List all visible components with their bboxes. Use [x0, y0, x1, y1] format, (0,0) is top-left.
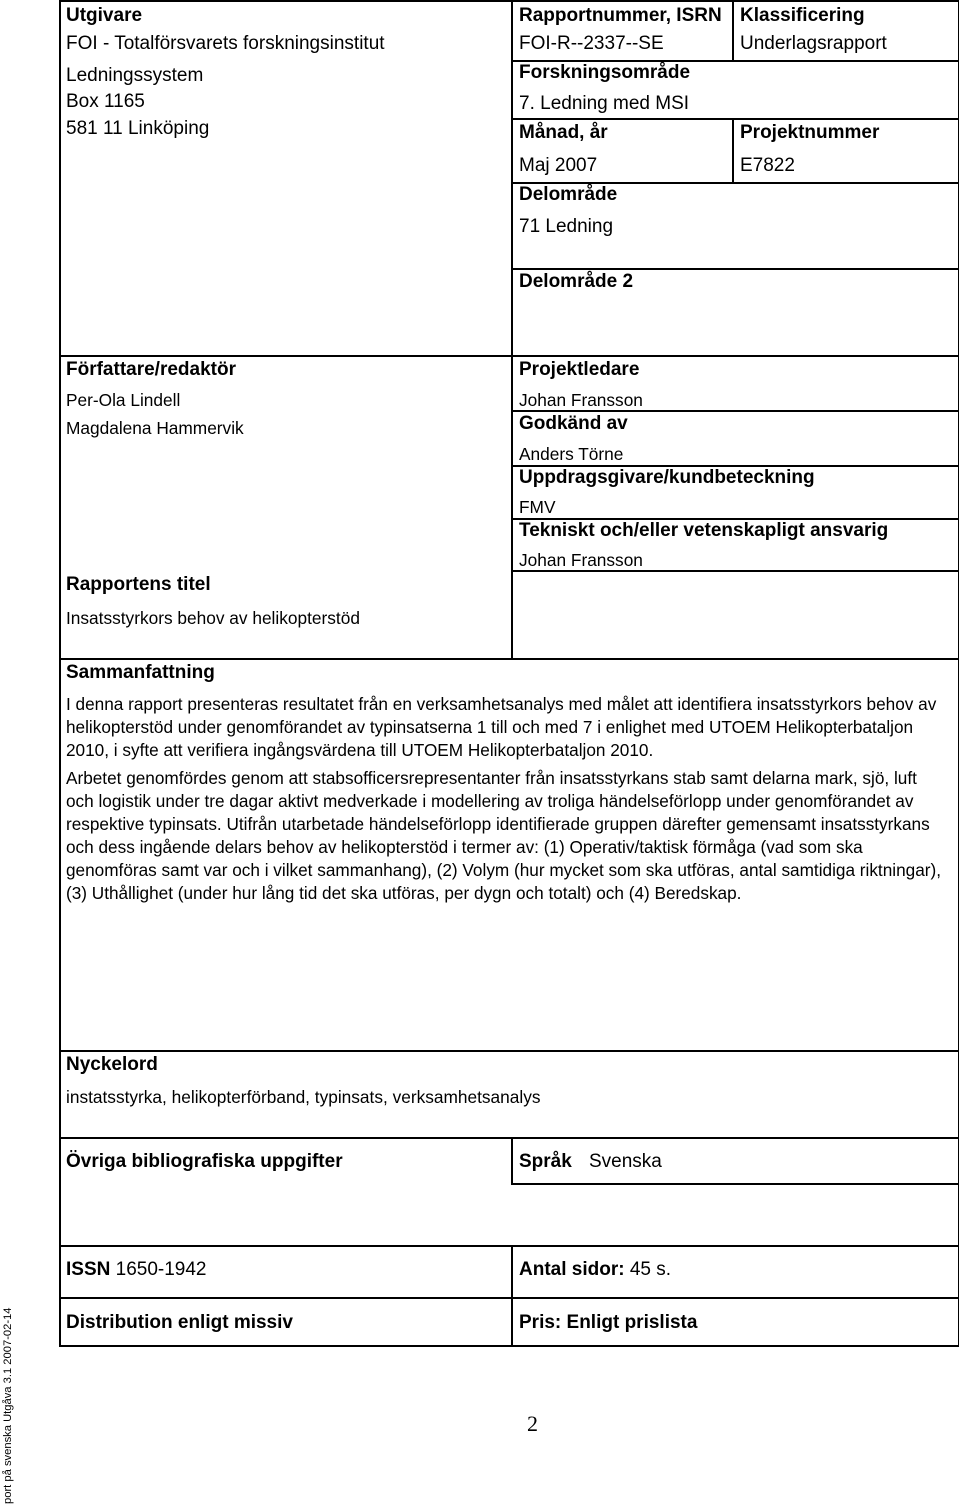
- report-number-value: FOI-R--2337--SE: [519, 33, 664, 54]
- summary-line: Arbetet genomfördes genom att stabsofficersrepresentanter från insatsstyrkans stab samt delarna mark, sjö, luft: [66, 768, 917, 788]
- month-year-value: Maj 2007: [519, 155, 598, 176]
- sub-area-label: Delområde: [519, 184, 618, 205]
- summary-heading: Sammanfattning: [66, 662, 215, 683]
- frame-top-border: [59, 0, 959, 2]
- summary-line: och dess ingående delars behov av helikopterstöd i termer av: (1) Operativ/taktisk förmåga (vad som ska: [66, 837, 863, 857]
- publisher-department: Ledningssystem: [66, 65, 204, 86]
- divider: [59, 658, 959, 660]
- report-title-label: Rapportens titel: [66, 574, 211, 595]
- other-bibliographic-label: Övriga bibliografiska uppgifter: [66, 1151, 343, 1172]
- author-name: Per-Ola Lindell: [66, 389, 181, 410]
- publisher-city: 581 11 Linköping: [66, 118, 210, 139]
- language-value: Svenska: [589, 1151, 662, 1172]
- divider: [511, 1183, 959, 1185]
- price-value: Enligt prislista: [566, 1312, 698, 1333]
- page-count-value: 45 s.: [629, 1259, 672, 1280]
- frame-left-border: [59, 0, 61, 1345]
- divider: [59, 1245, 959, 1247]
- template-version-note: port på svenska Utgåva 3.1 2007-02-14: [2, 1307, 14, 1504]
- column-divider: [511, 1137, 513, 1183]
- issn-label: ISSN: [66, 1259, 111, 1280]
- summary-line: I denna rapport presenteras resultatet från en verksamhetsanalys med målet att identifiera insatsstyrkors behov av: [66, 694, 937, 714]
- technical-responsible-value: Johan Fransson: [519, 549, 643, 570]
- page-count-label: Antal sidor:: [519, 1259, 625, 1280]
- research-area-label: Forskningsområde: [519, 62, 691, 83]
- frame-right-border: [958, 0, 960, 1345]
- column-divider: [732, 118, 734, 182]
- report-number-label: Rapportnummer, ISRN: [519, 5, 722, 26]
- month-year-label: Månad, år: [519, 122, 608, 143]
- project-number-label: Projektnummer: [740, 122, 880, 143]
- project-number-value: E7822: [740, 155, 795, 176]
- keywords-label: Nyckelord: [66, 1054, 158, 1075]
- distribution-label: Distribution enligt missiv: [66, 1312, 293, 1333]
- issn-value: 1650-1942: [115, 1259, 207, 1280]
- authors-label: Författare/redaktör: [66, 359, 236, 380]
- classification-label: Klassificering: [740, 5, 865, 26]
- divider: [511, 410, 959, 412]
- language-label: Språk: [519, 1151, 572, 1172]
- price-label: Pris:: [519, 1312, 562, 1333]
- divider: [511, 268, 959, 270]
- project-leader-label: Projektledare: [519, 359, 640, 380]
- divider: [59, 1297, 959, 1299]
- column-divider: [511, 1245, 513, 1345]
- technical-responsible-label: Tekniskt och/eller vetenskapligt ansvarig: [519, 520, 889, 541]
- client-label: Uppdragsgivare/kundbeteckning: [519, 467, 815, 488]
- page-number: 2: [527, 1411, 538, 1436]
- issn-field: [66, 1259, 207, 1281]
- client-value: FMV: [519, 496, 556, 517]
- frame-bottom-border: [59, 1345, 959, 1347]
- divider: [511, 118, 959, 120]
- summary-line: och logistik under tre dagar aktivt medverkade i modellering av troliga händelseförlopp under genomförandet av: [66, 791, 914, 811]
- divider: [59, 355, 959, 357]
- research-area-value: 7. Ledning med MSI: [519, 93, 690, 114]
- summary-paragraph: [66, 693, 936, 762]
- price-field: [519, 1312, 697, 1334]
- divider: [59, 1137, 959, 1139]
- column-divider: [732, 0, 734, 60]
- project-leader-value: Johan Fransson: [519, 389, 643, 410]
- divider: [59, 1050, 959, 1052]
- sub-area-value: 71 Ledning: [519, 216, 614, 237]
- publisher-name: FOI - Totalförsvarets forskningsinstitut: [66, 33, 385, 54]
- approved-by-value: Anders Törne: [519, 443, 624, 464]
- summary-line: (3) Uthållighet (under hur lång tid det ska utföras, per dygn och totalt) och (4) Beredskap.: [66, 883, 742, 903]
- divider: [511, 570, 959, 572]
- approved-by-label: Godkänd av: [519, 413, 628, 434]
- publisher-label: Utgivare: [66, 5, 143, 26]
- sub-area-2-label: Delområde 2: [519, 271, 634, 292]
- summary-line: genomföras samt var och i vilket sammanhang), (2) Volym (hur mycket som ska utföras, antal samtidiga riktningar),: [66, 860, 941, 880]
- classification-value: Underlagsrapport: [740, 33, 887, 54]
- author-name: Magdalena Hammervik: [66, 417, 244, 438]
- summary-line: helikopterstöd under genomförandet av typinsatserna 1 till och med 7 i enlighet med UTOEM Helikopterbataljon: [66, 717, 914, 737]
- publisher-po-box: Box 1165: [66, 91, 145, 112]
- summary-line: 2010, i syfte att verifiera ingångsvärdena till UTOEM Helikopterbataljon 2010.: [66, 740, 654, 760]
- column-divider: [511, 0, 513, 658]
- report-title-value: Insatsstyrkors behov av helikopterstöd: [66, 607, 360, 628]
- summary-line: respektive typinsats. Utifrån utarbetade händelseförlopp identifierade gruppen därefter gemensamt insatsstyrkans: [66, 814, 930, 834]
- keywords-value: instatsstyrka, helikopterförband, typinsats, verksamhetsanalys: [66, 1086, 541, 1107]
- page-count-field: [519, 1259, 671, 1281]
- summary-paragraph: [66, 767, 941, 905]
